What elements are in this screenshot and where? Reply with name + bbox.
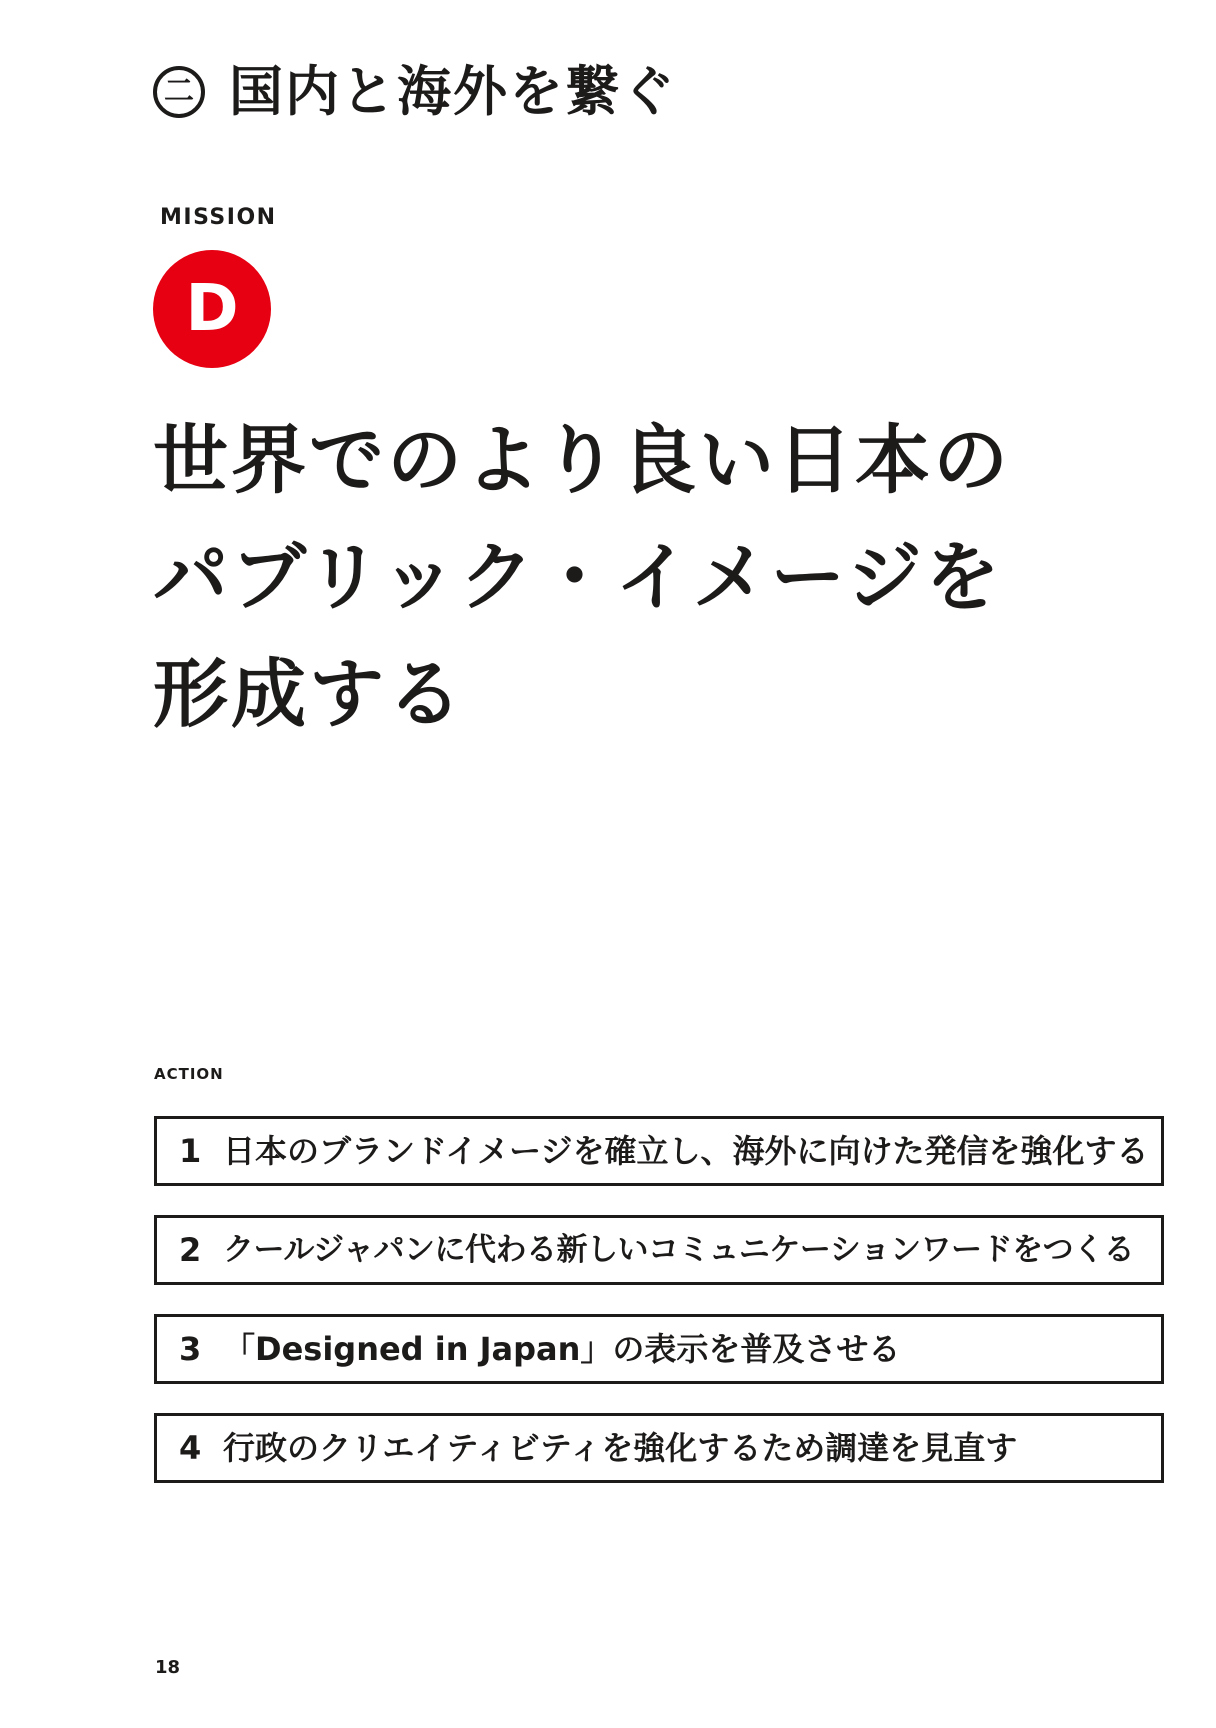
chapter-title: 国内と海外を繋ぐ <box>229 60 677 123</box>
action-item-text: 行政のクリエイティビティを強化するため調達を見直す <box>223 1429 1018 1467</box>
mission-label: MISSION <box>160 205 277 230</box>
mission-title-line: パブリック・イメージを <box>153 533 1003 621</box>
action-item <box>154 1116 1164 1186</box>
action-item <box>154 1314 1164 1384</box>
action-label: ACTION <box>154 1065 224 1083</box>
action-item-number: 4 <box>179 1429 202 1467</box>
chapter-header <box>153 56 677 128</box>
action-item <box>154 1215 1164 1285</box>
action-item-text: 日本のブランドイメージを確立し、海外に向けた発信を強化する <box>223 1132 1149 1170</box>
action-item-number: 2 <box>179 1231 202 1269</box>
page-number: 18 <box>155 1657 181 1678</box>
chapter-number-circle: 二 <box>153 66 205 118</box>
mission-title-line: 形成する <box>153 650 466 738</box>
action-item-text: 「Designed in Japan」の表示を普及させる <box>223 1330 901 1368</box>
action-item <box>154 1413 1164 1483</box>
mission-title-line: 世界でのより良い日本の <box>153 416 1012 504</box>
action-item-number: 1 <box>179 1132 202 1170</box>
action-item-number: 3 <box>179 1330 202 1368</box>
mission-title <box>153 402 1113 753</box>
mission-letter-badge: D <box>153 250 271 368</box>
action-item-text: クールジャパンに代わる新しいコミュニケーションワードをつくる <box>223 1231 1135 1268</box>
